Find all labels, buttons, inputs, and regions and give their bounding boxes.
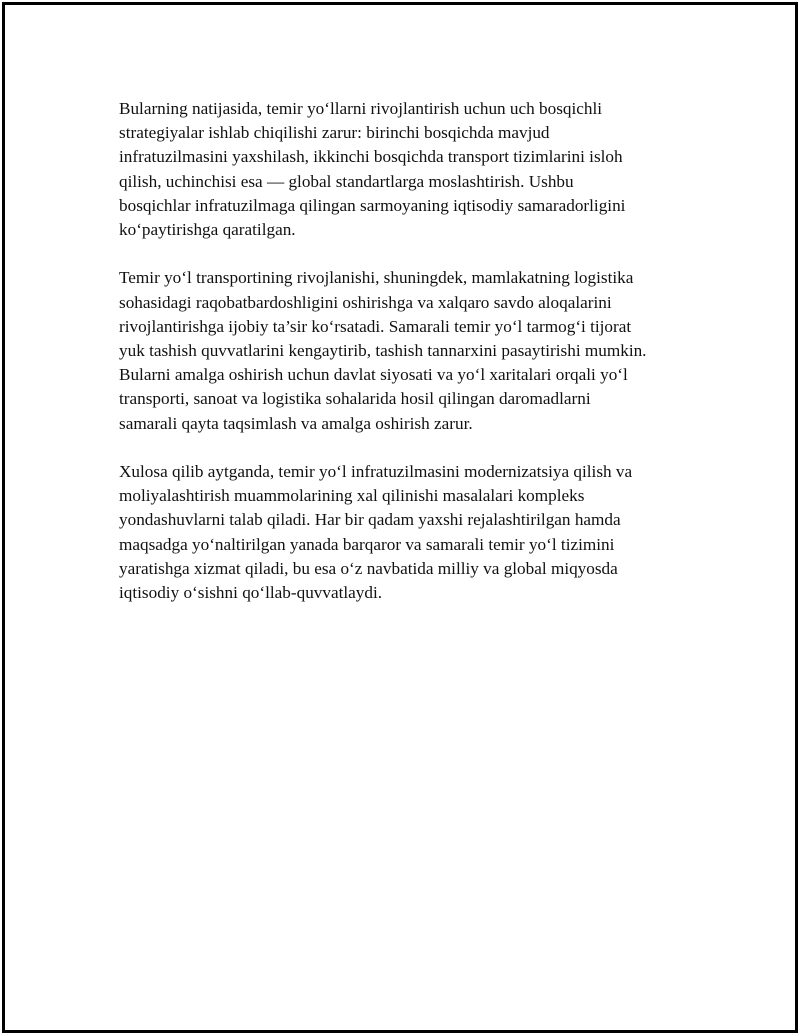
paragraph-1 [119, 97, 699, 242]
document-body [119, 97, 699, 629]
text-line: Bularning natijasida, temir yo‘llarni rivojlantirish uchun uch bosqichli [119, 99, 603, 118]
text-line: Bularni amalga oshirish uchun davlat siyosati va yo‘l xaritalari orqali yo‘l [119, 365, 628, 385]
text-line: iqtisodiy o‘sishni qo‘llab-quvvatlaydi. [119, 583, 383, 603]
text-line: sohasidagi raqobatbardoshligini oshirishga va xalqaro savdo aloqalarini [119, 292, 612, 312]
text-line: maqsadga yo‘naltirilgan yanada barqaror va samarali temir yo‘l tizimini [119, 534, 615, 554]
text-line: moliyalashtirish muammolarining xal qilinishi masalalari kompleks [119, 486, 585, 506]
text-line: bosqichlar infratuzilmaga qilingan sarmoyaning iqtisodiy samaradorligini [119, 195, 626, 215]
text-line: rivojlantirishga ijobiy ta’sir ko‘rsatadi. Samarali temir yo‘l tarmog‘i tijorat [119, 316, 632, 336]
document-page [2, 2, 798, 1033]
text-line: qilish, uchinchisi esa — global standartlarga moslashtirish. Ushbu [119, 171, 574, 191]
paragraph-2 [119, 266, 699, 435]
text-line: transporti, sanoat va logistika sohalarida hosil qilingan daromadlarni [119, 389, 591, 409]
text-line: samarali qayta taqsimlash va amalga oshirish zarur. [119, 413, 473, 433]
text-line: ko‘paytirishga qaratilgan. [119, 220, 296, 240]
text-line: infratuzilmasini yaxshilash, ikkinchi bosqichda transport tizimlarini isloh [119, 147, 623, 167]
paragraph-3 [119, 460, 699, 605]
text-line: yuk tashish quvvatlarini kengaytirib, tashish tannarxini pasaytirishi mumkin. [119, 341, 647, 361]
text-line: strategiyalar ishlab chiqilishi zarur: birinchi bosqichda mavjud [119, 123, 550, 143]
text-line: yondashuvlarni talab qiladi. Har bir qadam yaxshi rejalashtirilgan hamda [119, 510, 621, 530]
text-line: yaratishga xizmat qiladi, bu esa o‘z navbatida milliy va global miqyosda [119, 558, 618, 578]
text-line: Xulosa qilib aytganda, temir yo‘l infratuzilmasini modernizatsiya qilish va [119, 462, 633, 482]
text-line: Temir yo‘l transportining rivojlanishi, shuningdek, mamlakatning logistika [119, 268, 634, 288]
